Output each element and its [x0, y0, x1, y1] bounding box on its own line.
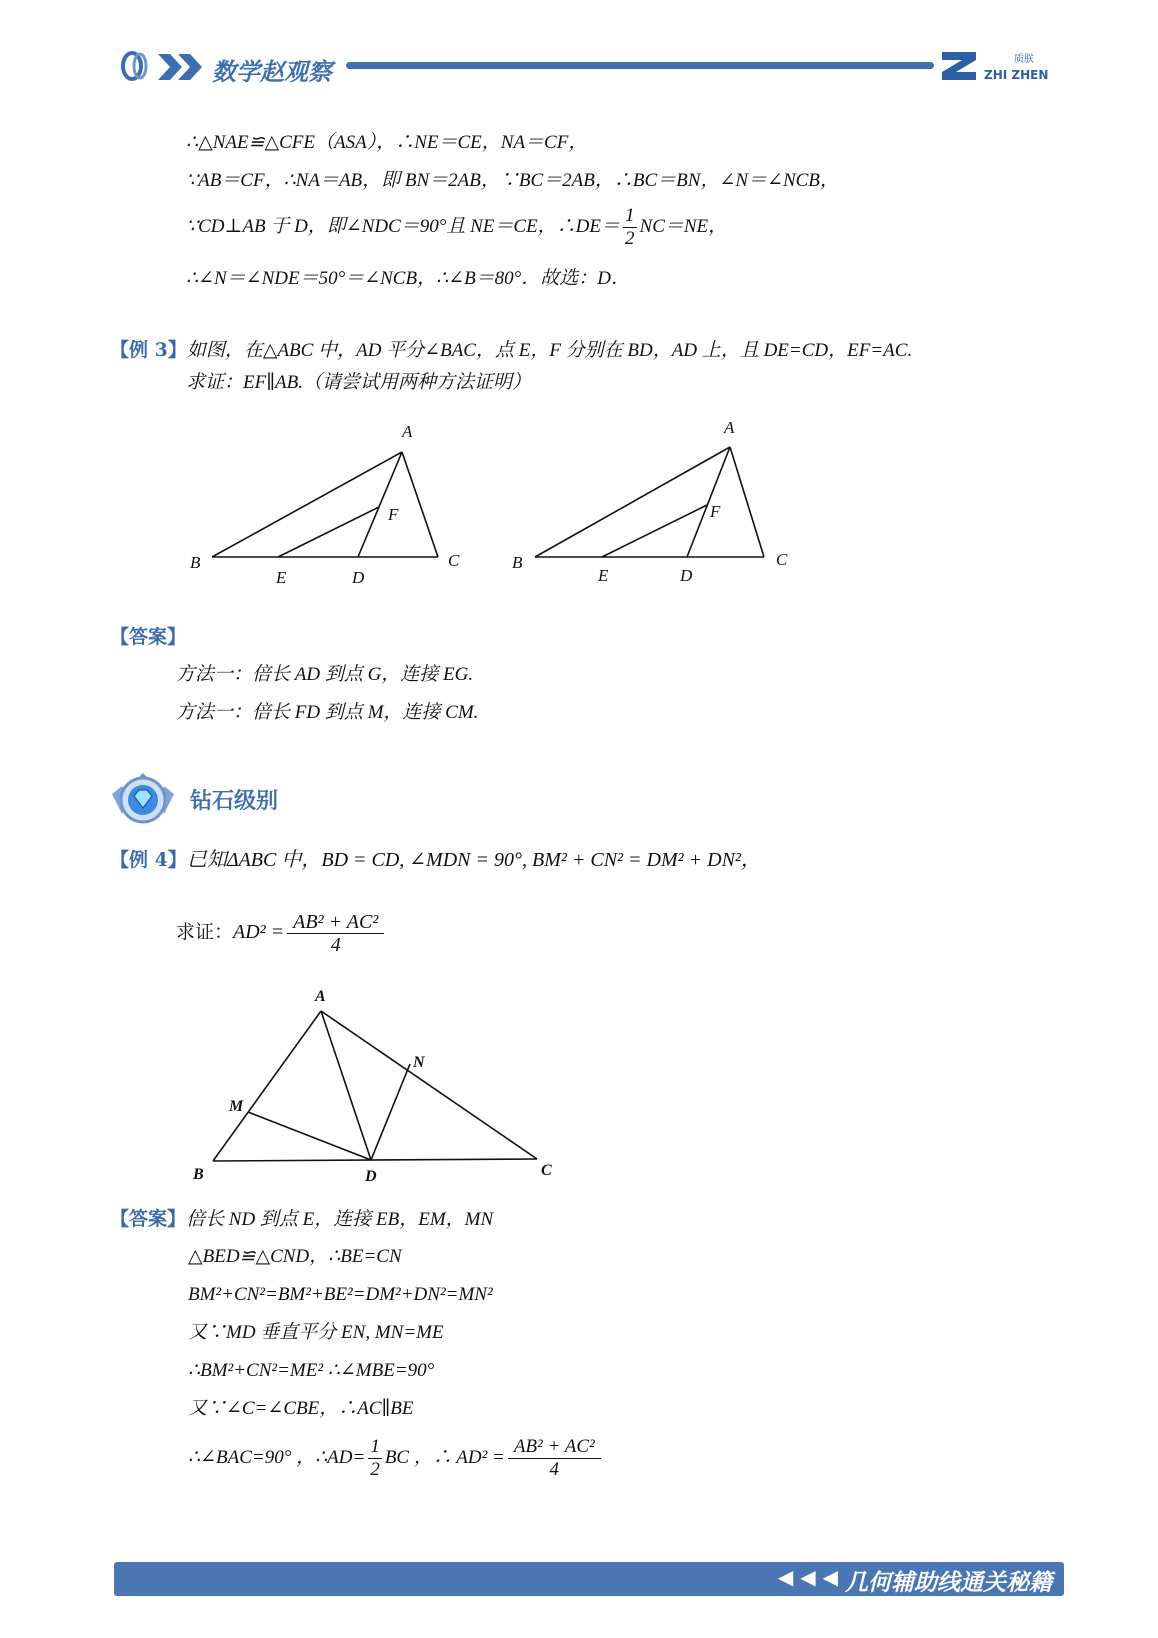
fig4-label-m: M [229, 1098, 244, 1115]
example-4-answer-tag: 【答案】 [110, 1208, 187, 1230]
triangle-figure-right [535, 447, 764, 557]
fig3-right-label-e: E [598, 566, 609, 585]
example-4-answer-line-1 [110, 1206, 493, 1233]
fig3-right-label-d: D [680, 566, 693, 585]
prev-solution-line-3b: NC＝NE， [639, 216, 728, 237]
example-3-statement [110, 337, 912, 364]
header-swirl-icon [118, 50, 158, 82]
footer-title: 几何辅助线通关秘籍 [845, 1570, 1052, 1596]
fig3-left-label-c: C [448, 551, 460, 570]
example-4-text: 已知ΔABC 中，BD = CD, ∠MDN = 90°, BM² + CN² = DM² + DN²， [186, 849, 761, 871]
diamond-badge-icon [108, 772, 178, 828]
fig3-left-label-f: F [388, 505, 399, 524]
example-3-text: 如图，在△ABC 中，AD 平分∠BAC，点 E，F 分别在 BD，AD 上，且 DE=CD，EF=AC. [186, 340, 913, 361]
logo-small: 质朕 [1014, 54, 1034, 65]
triangle-figure-left [212, 452, 438, 557]
fig4-label-d: D [365, 1168, 377, 1185]
header-title: 数学赵观察 [212, 58, 332, 86]
example-3-figure [180, 415, 800, 585]
fig4-label-b: B [193, 1166, 204, 1183]
example-4-answer-line-4: 又∵MD 垂直平分 EN, MN=ME [188, 1322, 444, 1343]
prev-solution-line-2: ∵AB＝CF，∴NA＝AB，即 BN＝2AB，∵BC＝2AB，∴BC＝BN，∠N＝∠NCB， [186, 170, 839, 191]
fig4-label-a: A [315, 988, 326, 1005]
example-3-method-1: 方法一：倍长 AD 到点 G，连接 EG. [176, 664, 474, 685]
example-4-prove-label: 求证： [176, 921, 234, 943]
header-bar [346, 62, 934, 69]
example-4-answer-line-3: BM²+CN²=BM²+BE²=DM²+DN²=MN² [188, 1284, 493, 1305]
logo-text: ZHI ZHEN [984, 68, 1049, 82]
fig3-right-label-f: F [710, 502, 721, 521]
prev-solution-line-3a: ∵CD⊥AB 于 D，即∠NDC＝90°且 NE＝CE，∴DE＝ [186, 216, 621, 237]
example-4-answer-line-6: 又∵∠C=∠CBE，∴AC∥BE [188, 1398, 414, 1419]
header [0, 0, 1158, 100]
fig3-right-label-c: C [776, 550, 788, 569]
example-4-answer-line-7a: ∴∠BAC=90° ，∴AD= [188, 1447, 366, 1468]
example-3-tag: 【例 3】 [110, 339, 187, 361]
logo-icon [940, 48, 980, 84]
example-4-answer-line-7 [188, 1432, 604, 1484]
example-4-tag: 【例 4】 [110, 849, 187, 871]
fig3-left-label-d: D [352, 568, 365, 585]
prev-solution-line-4: ∴∠N＝∠NDE＝50°＝∠NCB，∴∠B＝80°．故选：D． [186, 268, 631, 289]
fig3-right-label-a: A [724, 418, 735, 437]
example-4-prove-fraction: $\frac{\text{AB² + AC²}}{4}$ [287, 911, 384, 956]
fraction-half-2: $\frac{1}{2}$ [370, 1436, 380, 1481]
footer-arrows-icon: ◀ ◀ ◀ [777, 1565, 838, 1589]
prev-solution-line-1: ∴△NAE≌△CFE（ASA），∴NE＝CE，NA＝CF， [186, 132, 588, 153]
example-3-method-2: 方法一：倍长 FD 到点 M，连接 CM. [176, 702, 479, 723]
example-4-answer-line-7b: BC ，∴ AD² = [384, 1447, 505, 1468]
example-4-answer-line-5: ∴BM²+CN²=ME² ∴∠MBE=90° [188, 1360, 435, 1381]
header-chevrons-icon [158, 52, 206, 82]
triangle-figure-abc [213, 1011, 537, 1161]
example-4-prove-lhs: AD² = [233, 921, 285, 943]
example-4-figure [185, 985, 565, 1185]
fig4-label-c: C [541, 1162, 552, 1179]
section-title: 钻石级别 [190, 789, 279, 814]
fig3-left-label-a: A [402, 422, 413, 441]
example-4-answer-line-2: △BED≌△CND，∴BE=CN [188, 1246, 402, 1267]
fig3-left-label-e: E [276, 568, 287, 585]
fraction-half: $\frac{1}{2}$ [625, 205, 635, 250]
fraction-ab-ac: $\frac{\text{AB² + AC²}}{4}$ [508, 1436, 601, 1481]
fig3-right-label-b: B [512, 553, 523, 572]
fig4-label-n: N [413, 1054, 425, 1071]
example-4-prove [176, 906, 387, 958]
footer-bar [114, 1562, 1064, 1596]
example-4-statement [110, 846, 761, 873]
example-3-answer-tag: 【答案】 [110, 626, 187, 648]
example-3-prove: 求证：EF∥AB.（请尝试用两种方法证明） [186, 372, 531, 393]
fig3-left-label-b: B [190, 553, 201, 572]
example-4-answer-text: 倍长 ND 到点 E，连接 EB，EM，MN [186, 1209, 494, 1230]
prev-solution-line-3 [186, 203, 727, 251]
